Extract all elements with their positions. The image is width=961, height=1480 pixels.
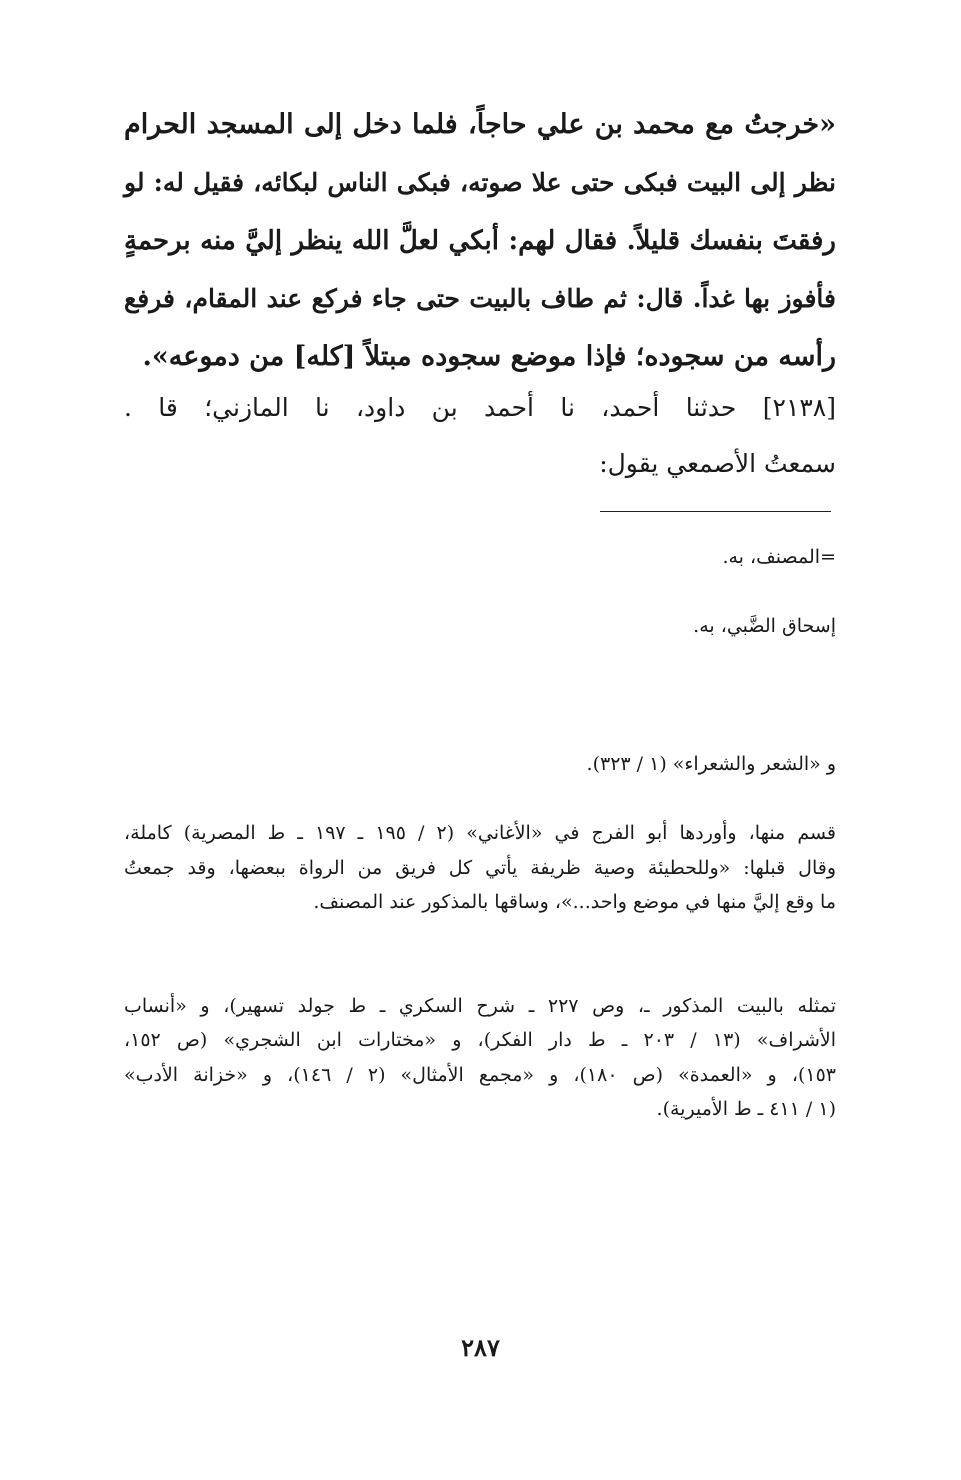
footnote-line: الأشراف» (١٣ / ٢٠٣ ـ ط دار الفكر)، و «مختارات ابن الشجري» (ص ١٥٢، [124, 1029, 836, 1051]
footnote-line: (١ / ٤١١ ـ ط الأميرية). [656, 1098, 836, 1120]
text-line: نظر إلى البيت فبكى حتى علا صوته، فبكى الناس لبكائه، فقيل له: لو [124, 168, 836, 197]
footnote-separator [600, 511, 831, 512]
footnote-line [124, 954, 836, 989]
footnote-line [124, 713, 836, 748]
footnote-line [124, 575, 836, 610]
footnote-line: تمثله بالبيت المذكور ـ، وص ٢٢٧ ـ شرح السكري ـ ط جولد تسهير)، و «أنساب [124, 994, 836, 1017]
footnote-line: قسم منها، وأوردها أبو الفرج في «الأغاني» (٢ / ١٩٥ ـ ١٩٧ ـ ط المصرية) كاملة، [124, 822, 836, 844]
text-line: «خرجتُ مع محمد بن علي حاجاً، فلما دخل إلى المسجد الحرام [124, 109, 836, 140]
footnote-line [124, 644, 836, 679]
footnote-line: ما وقع إليَّ منها في موضع واحد...»، وساقها بالمذكور عند المصنف. [313, 891, 836, 913]
footnotes [124, 540, 836, 1127]
text-line: رأسه من سجوده؛ فإذا موضع سجوده مبتلاً [كله] من دموعه». [142, 341, 836, 372]
footnote-line [124, 920, 836, 955]
footnote-line: إسحاق الضَّبي، به. [693, 615, 836, 637]
page-number: ٢٨٧ [461, 1333, 500, 1362]
footnote-line: و «الشعر والشعراء» (١ / ٣٢٣). [586, 753, 836, 775]
footnote-line [124, 678, 836, 713]
text-line: [٢١٣٨] حدثنا أحمد، نا أحمد بن داود، نا المازني؛ قا . [124, 393, 836, 422]
footnote-line: وقال قبلها: «وللحطيئة وصية ظريفة يأتي كل فريق من الرواة ببعضها، وقد جمعتُ [124, 856, 836, 879]
footnote-line: =المصنف، به. [722, 546, 836, 568]
hadith-paragraph [124, 96, 836, 386]
text-line: رفقتَ بنفسك قليلاً. فقال لهم: أبكي لعلَّ الله ينظر إليَّ منه برحمةٍ [124, 226, 836, 256]
footnote-line [124, 782, 836, 817]
text-line: سمعتُ الأصمعي يقول: [599, 449, 836, 478]
footnote-line: ١٥٣)، و «العمدة» (ص ١٨٠)، و «مجمع الأمثال» (٢ / ١٤٦)، و «خزانة الأدب» [124, 1063, 836, 1086]
text-line: فأفوز بها غداً. قال: ثم طاف بالبيت حتى جاء فركع عند المقام، فرفع [124, 284, 836, 313]
narration-paragraph [124, 380, 836, 492]
